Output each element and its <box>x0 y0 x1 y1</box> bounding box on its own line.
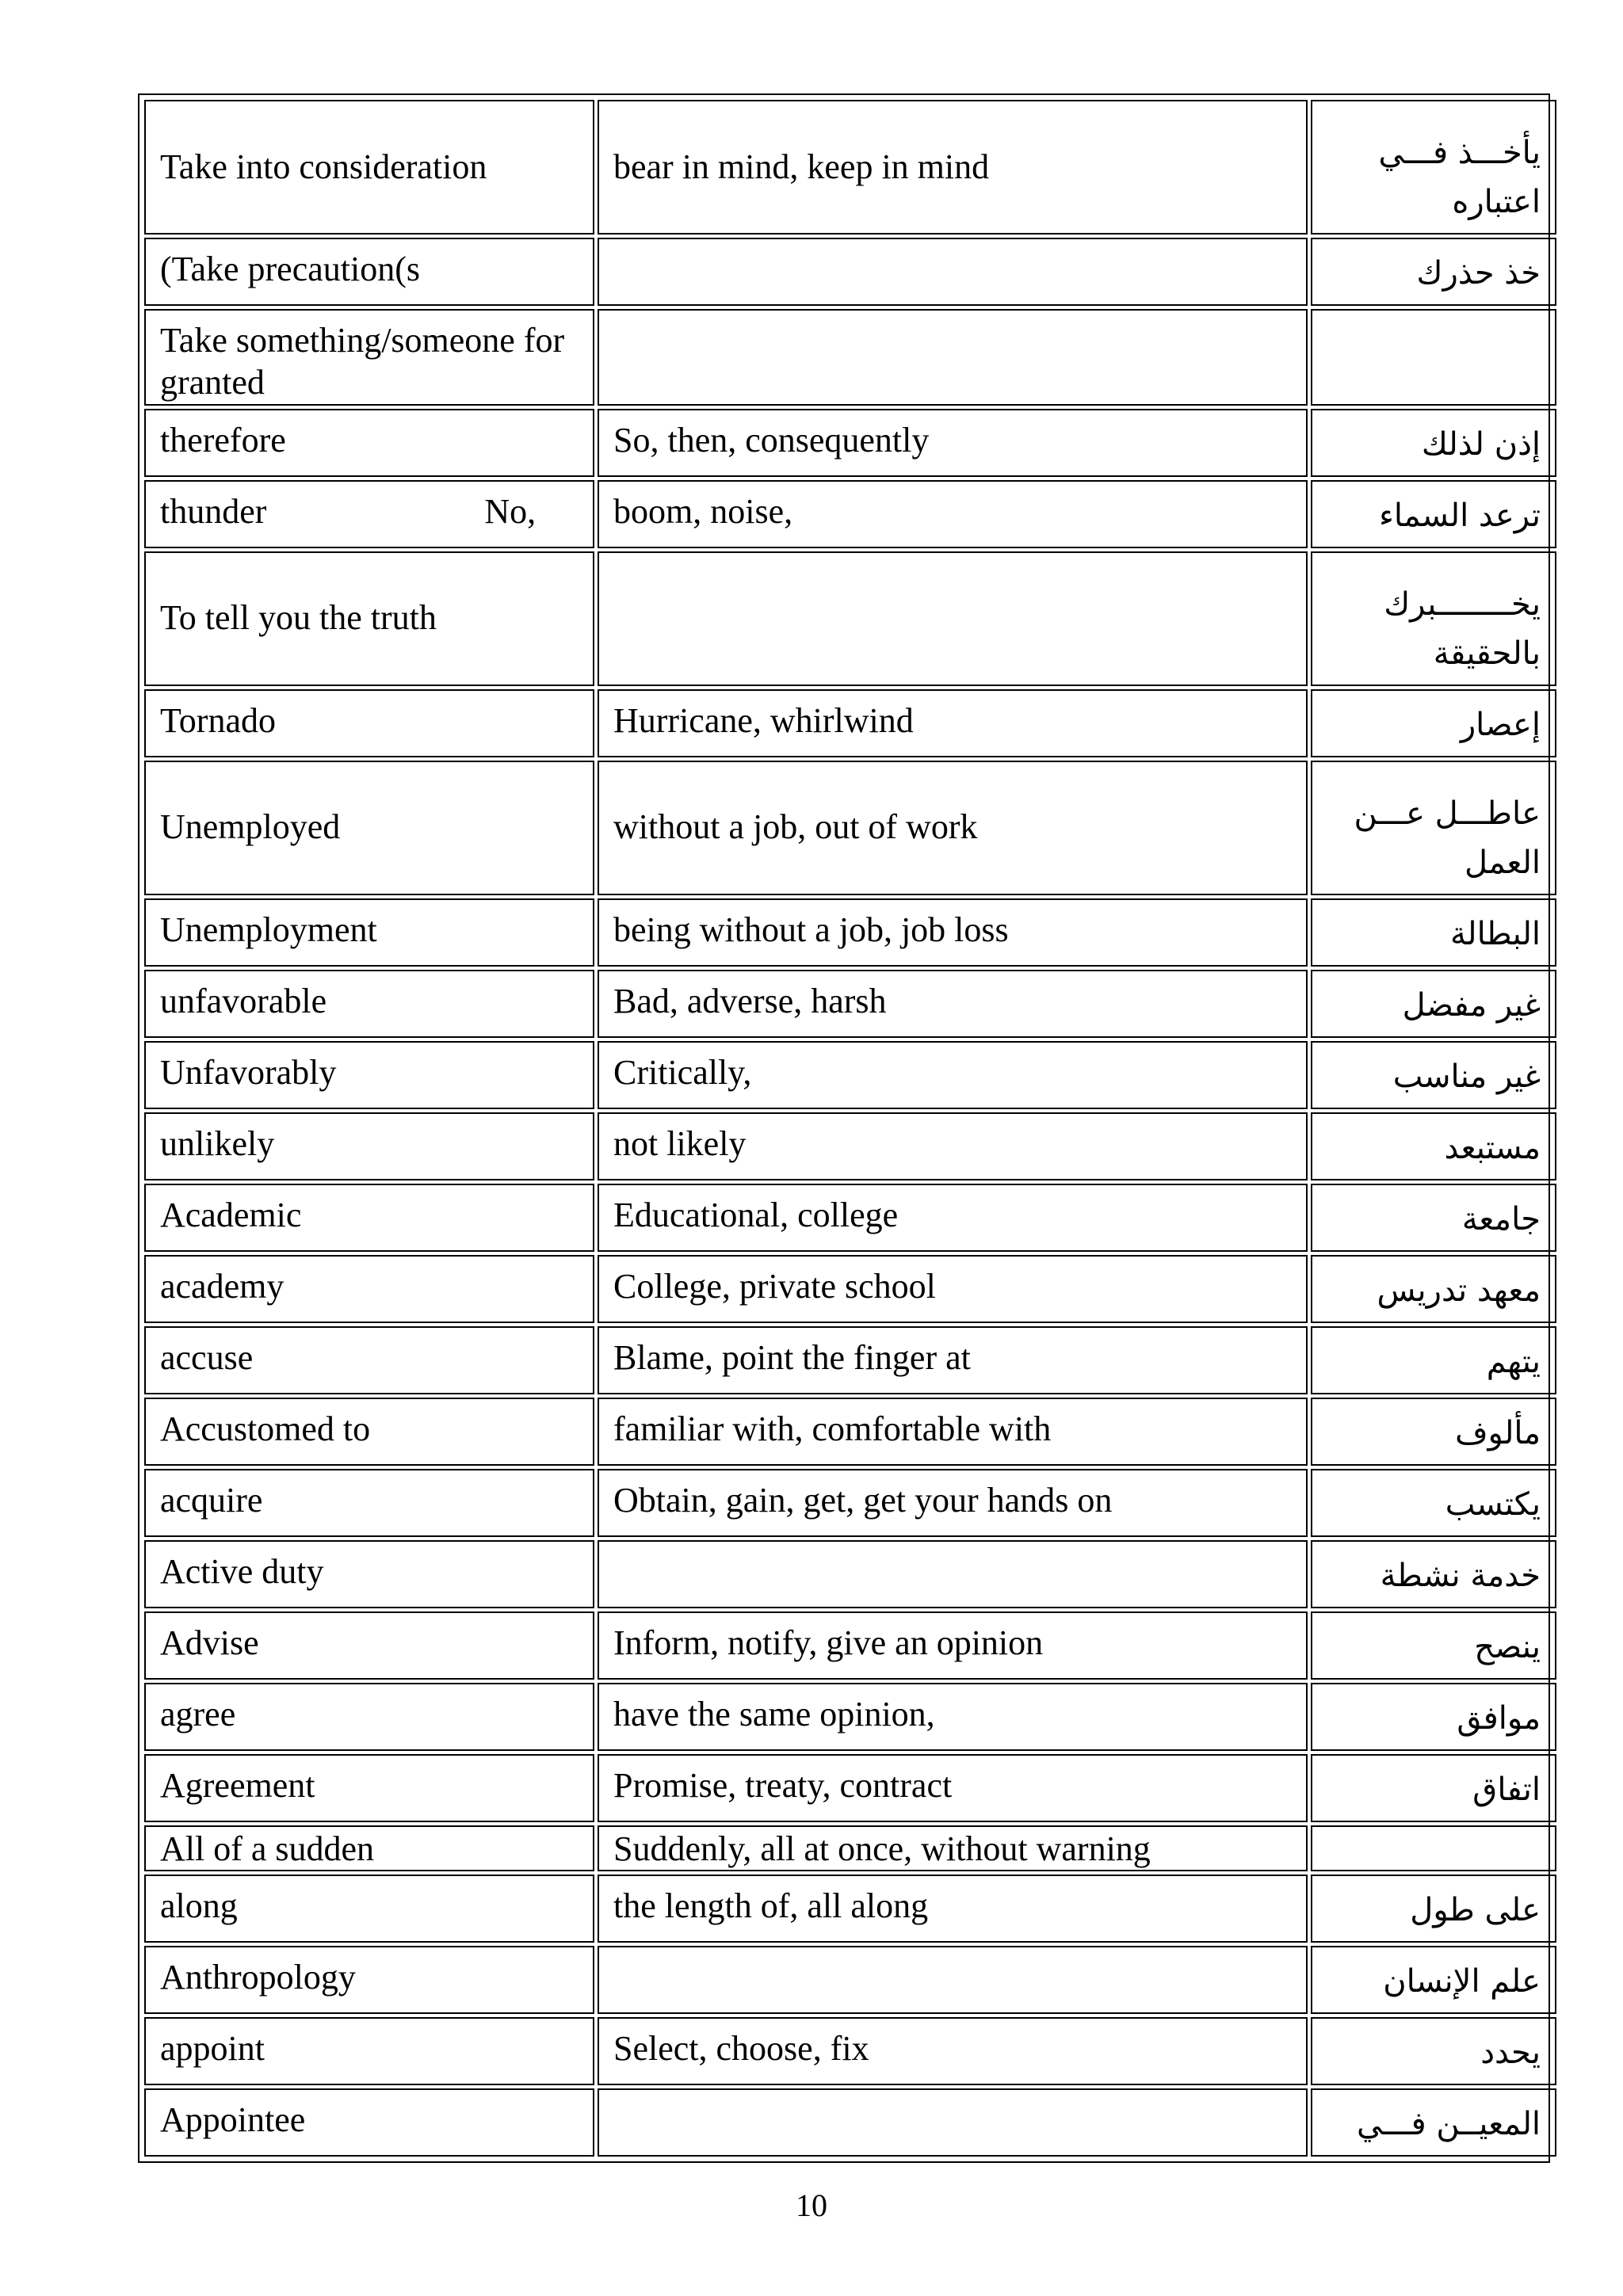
synonyms-cell: Inform, notify, give an opinion <box>598 1611 1308 1680</box>
term-cell: agree <box>144 1683 594 1751</box>
synonyms-cell: College, private school <box>598 1255 1308 1323</box>
term-cell: thunder No, <box>144 480 594 548</box>
table-row <box>144 1041 1556 1109</box>
arabic-translation-cell: خدمة نشطة <box>1311 1540 1556 1608</box>
synonyms-cell: So, then, consequently <box>598 409 1308 477</box>
term-cell: acquire <box>144 1469 594 1537</box>
synonyms-cell <box>598 238 1308 306</box>
table-row <box>144 309 1556 406</box>
term-cell: Take something/someone for granted <box>144 309 594 406</box>
term-cell: Agreement <box>144 1754 594 1822</box>
arabic-translation-cell: غير مناسب <box>1311 1041 1556 1109</box>
table-row <box>144 970 1556 1038</box>
arabic-translation-cell: مستبعد <box>1311 1112 1556 1180</box>
vocabulary-table <box>141 97 1560 2160</box>
synonyms-cell: Select, choose, fix <box>598 2017 1308 2085</box>
term-cell: accuse <box>144 1326 594 1394</box>
table-row <box>144 1946 1556 2014</box>
table-row <box>144 689 1556 757</box>
synonyms-cell <box>598 309 1308 406</box>
term-cell: unlikely <box>144 1112 594 1180</box>
table-row <box>144 2017 1556 2085</box>
arabic-translation-cell: مألوف <box>1311 1398 1556 1466</box>
arabic-translation-cell: جامعة <box>1311 1184 1556 1252</box>
arabic-translation-cell: يخــــــــبرك بالحقيقة <box>1311 551 1556 686</box>
arabic-translation-cell: غير مفضل <box>1311 970 1556 1038</box>
synonyms-cell <box>598 2088 1308 2157</box>
synonyms-cell <box>598 551 1308 686</box>
table-row <box>144 761 1556 895</box>
table-row <box>144 1255 1556 1323</box>
synonyms-cell: not likely <box>598 1112 1308 1180</box>
arabic-translation-cell: خذ حذرك <box>1311 238 1556 306</box>
synonyms-cell: Promise, treaty, contract <box>598 1754 1308 1822</box>
arabic-translation-cell: اتفاق <box>1311 1754 1556 1822</box>
arabic-translation-cell: إعصار <box>1311 689 1556 757</box>
synonyms-cell: Blame, point the finger at <box>598 1326 1308 1394</box>
synonyms-cell: being without a job, job loss <box>598 898 1308 967</box>
arabic-translation-cell: يحدد <box>1311 2017 1556 2085</box>
table-row <box>144 238 1556 306</box>
term-cell: academy <box>144 1255 594 1323</box>
arabic-translation-cell: يكتسب <box>1311 1469 1556 1537</box>
arabic-translation-cell: ترعد السماء <box>1311 480 1556 548</box>
synonyms-cell: Educational, college <box>598 1184 1308 1252</box>
term-cell: Unfavorably <box>144 1041 594 1109</box>
arabic-translation-cell <box>1311 309 1556 406</box>
table-row <box>144 2088 1556 2157</box>
synonyms-cell: without a job, out of work <box>598 761 1308 895</box>
arabic-translation-cell: ينصح <box>1311 1611 1556 1680</box>
table-row <box>144 100 1556 235</box>
synonyms-cell <box>598 1946 1308 2014</box>
term-cell: unfavorable <box>144 970 594 1038</box>
synonyms-cell: familiar with, comfortable with <box>598 1398 1308 1466</box>
synonyms-cell: boom, noise, <box>598 480 1308 548</box>
arabic-translation-cell: إذن لذلك <box>1311 409 1556 477</box>
table-row <box>144 1875 1556 1943</box>
synonyms-cell: have the same opinion, <box>598 1683 1308 1751</box>
table-row <box>144 1754 1556 1822</box>
table-row <box>144 1469 1556 1537</box>
table-row <box>144 1611 1556 1680</box>
arabic-translation-cell: علم الإنسان <box>1311 1946 1556 2014</box>
term-cell: Appointee <box>144 2088 594 2157</box>
arabic-translation-cell: معهد تدريس <box>1311 1255 1556 1323</box>
term-cell: All of a sudden <box>144 1825 594 1872</box>
term-cell: appoint <box>144 2017 594 2085</box>
arabic-translation-cell: يتهم <box>1311 1326 1556 1394</box>
arabic-translation-cell: يأخـــذ فـــي اعتباره <box>1311 100 1556 235</box>
arabic-translation-cell: موافق <box>1311 1683 1556 1751</box>
term-cell: Academic <box>144 1184 594 1252</box>
synonyms-cell: the length of, all along <box>598 1875 1308 1943</box>
table-row <box>144 1540 1556 1608</box>
table-row <box>144 898 1556 967</box>
table-row <box>144 1184 1556 1252</box>
table-row <box>144 1398 1556 1466</box>
synonyms-cell: Hurricane, whirlwind <box>598 689 1308 757</box>
page-number: 10 <box>796 2187 827 2223</box>
vocabulary-table-frame <box>138 93 1550 2163</box>
table-row <box>144 480 1556 548</box>
table-row <box>144 1112 1556 1180</box>
arabic-translation-cell: عاطـــل عـــن العمل <box>1311 761 1556 895</box>
arabic-translation-cell: على طول <box>1311 1875 1556 1943</box>
table-row <box>144 1825 1556 1872</box>
synonyms-cell: Bad, adverse, harsh <box>598 970 1308 1038</box>
arabic-translation-cell: المعيــن فـــي <box>1311 2088 1556 2157</box>
synonyms-cell: Critically, <box>598 1041 1308 1109</box>
synonyms-cell <box>598 1540 1308 1608</box>
table-row <box>144 1683 1556 1751</box>
arabic-translation-cell <box>1311 1825 1556 1872</box>
term-cell: along <box>144 1875 594 1943</box>
term-cell: Advise <box>144 1611 594 1680</box>
table-row <box>144 1326 1556 1394</box>
term-cell: Accustomed to <box>144 1398 594 1466</box>
term-cell: Tornado <box>144 689 594 757</box>
table-row <box>144 551 1556 686</box>
term-cell: Unemployed <box>144 761 594 895</box>
term-cell: therefore <box>144 409 594 477</box>
synonyms-cell: bear in mind, keep in mind <box>598 100 1308 235</box>
arabic-translation-cell: البطالة <box>1311 898 1556 967</box>
term-cell: Unemployment <box>144 898 594 967</box>
synonyms-cell: Obtain, gain, get, get your hands on <box>598 1469 1308 1537</box>
synonyms-cell: Suddenly, all at once, without warning <box>598 1825 1308 1872</box>
term-cell: Active duty <box>144 1540 594 1608</box>
term-cell: Take into consideration <box>144 100 594 235</box>
term-cell: Anthropology <box>144 1946 594 2014</box>
term-cell: (Take precaution(s <box>144 238 594 306</box>
table-row <box>144 409 1556 477</box>
term-cell: To tell you the truth <box>144 551 594 686</box>
